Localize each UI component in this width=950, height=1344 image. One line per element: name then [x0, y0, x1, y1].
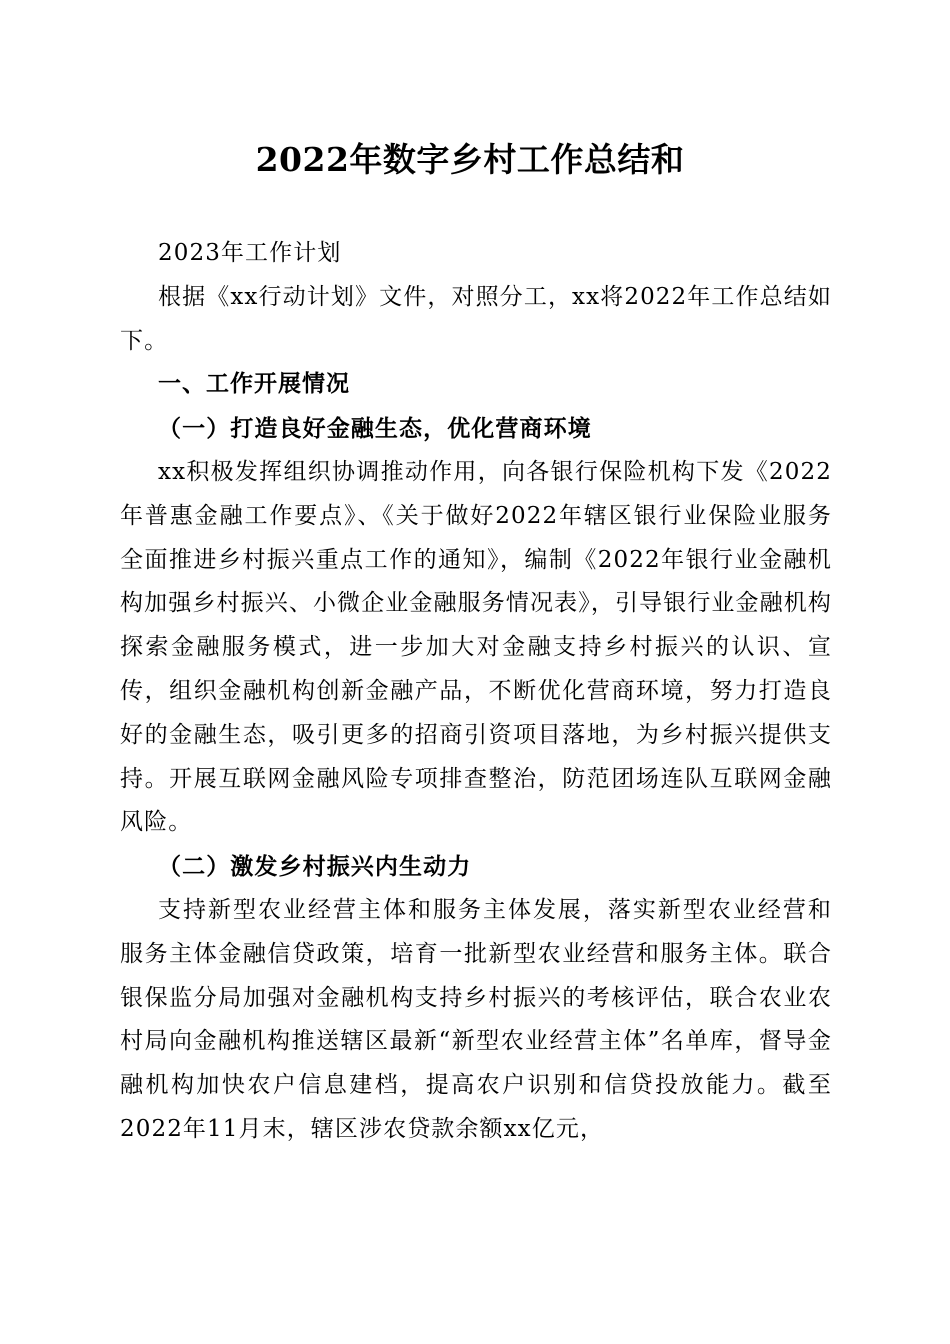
paragraph-intro: 根据《xx行动计划》文件，对照分工，xx将2022年工作总结如下。 — [120, 283, 832, 354]
section-heading-work-progress: 一、工作开展情况 — [158, 371, 350, 398]
subsection-heading-financial-ecology: （一）打造良好金融生态，优化营商环境 — [158, 415, 592, 443]
paragraph-financial-ecology: xx积极发挥组织协调推动作用，向各银行保险机构下发《2022年普惠金融工作要点》、《关于做好2022年辖区银行业保险业服务全面推进乡村振兴重点工作的通知》，编制《2022年银行业金融机构加强乡村振兴、小微企业金融服务情况表》，引导银行业金融机构探索金融服务模式，进一步加大对金融支持乡村振兴的认识、宣传，组织金融机构创新金融产品，不断优化营商环境，努力打造良好的金融生态，吸引更多的招商引资项目落地，为乡村振兴提供支持。开展互联网金融风险专项排查整治，防范团场连队互联网金融风险。 — [120, 458, 832, 836]
document-body — [120, 232, 832, 1152]
subsection-heading-rural-motivation: （二）激发乡村振兴内生动力 — [158, 853, 472, 881]
document-title: 2022年数字乡村工作总结和 — [255, 140, 685, 179]
paragraph-plan-subtitle: 2023年工作计划 — [158, 240, 342, 266]
paragraph-rural-motivation: 支持新型农业经营主体和服务主体发展，落实新型农业经营和服务主体金融信贷政策，培育一批新型农业经营和服务主体。联合银保监分局加强对金融机构支持乡村振兴的考核评估，联合农业农村局向金融机构推送辖区最新“新型农业经营主体”名单库，督导金融机构加快农户信息建档，提高农户识别和信贷投放能力。截至2022年11月末，辖区涉农贷款余额xx亿元， — [120, 896, 832, 1142]
